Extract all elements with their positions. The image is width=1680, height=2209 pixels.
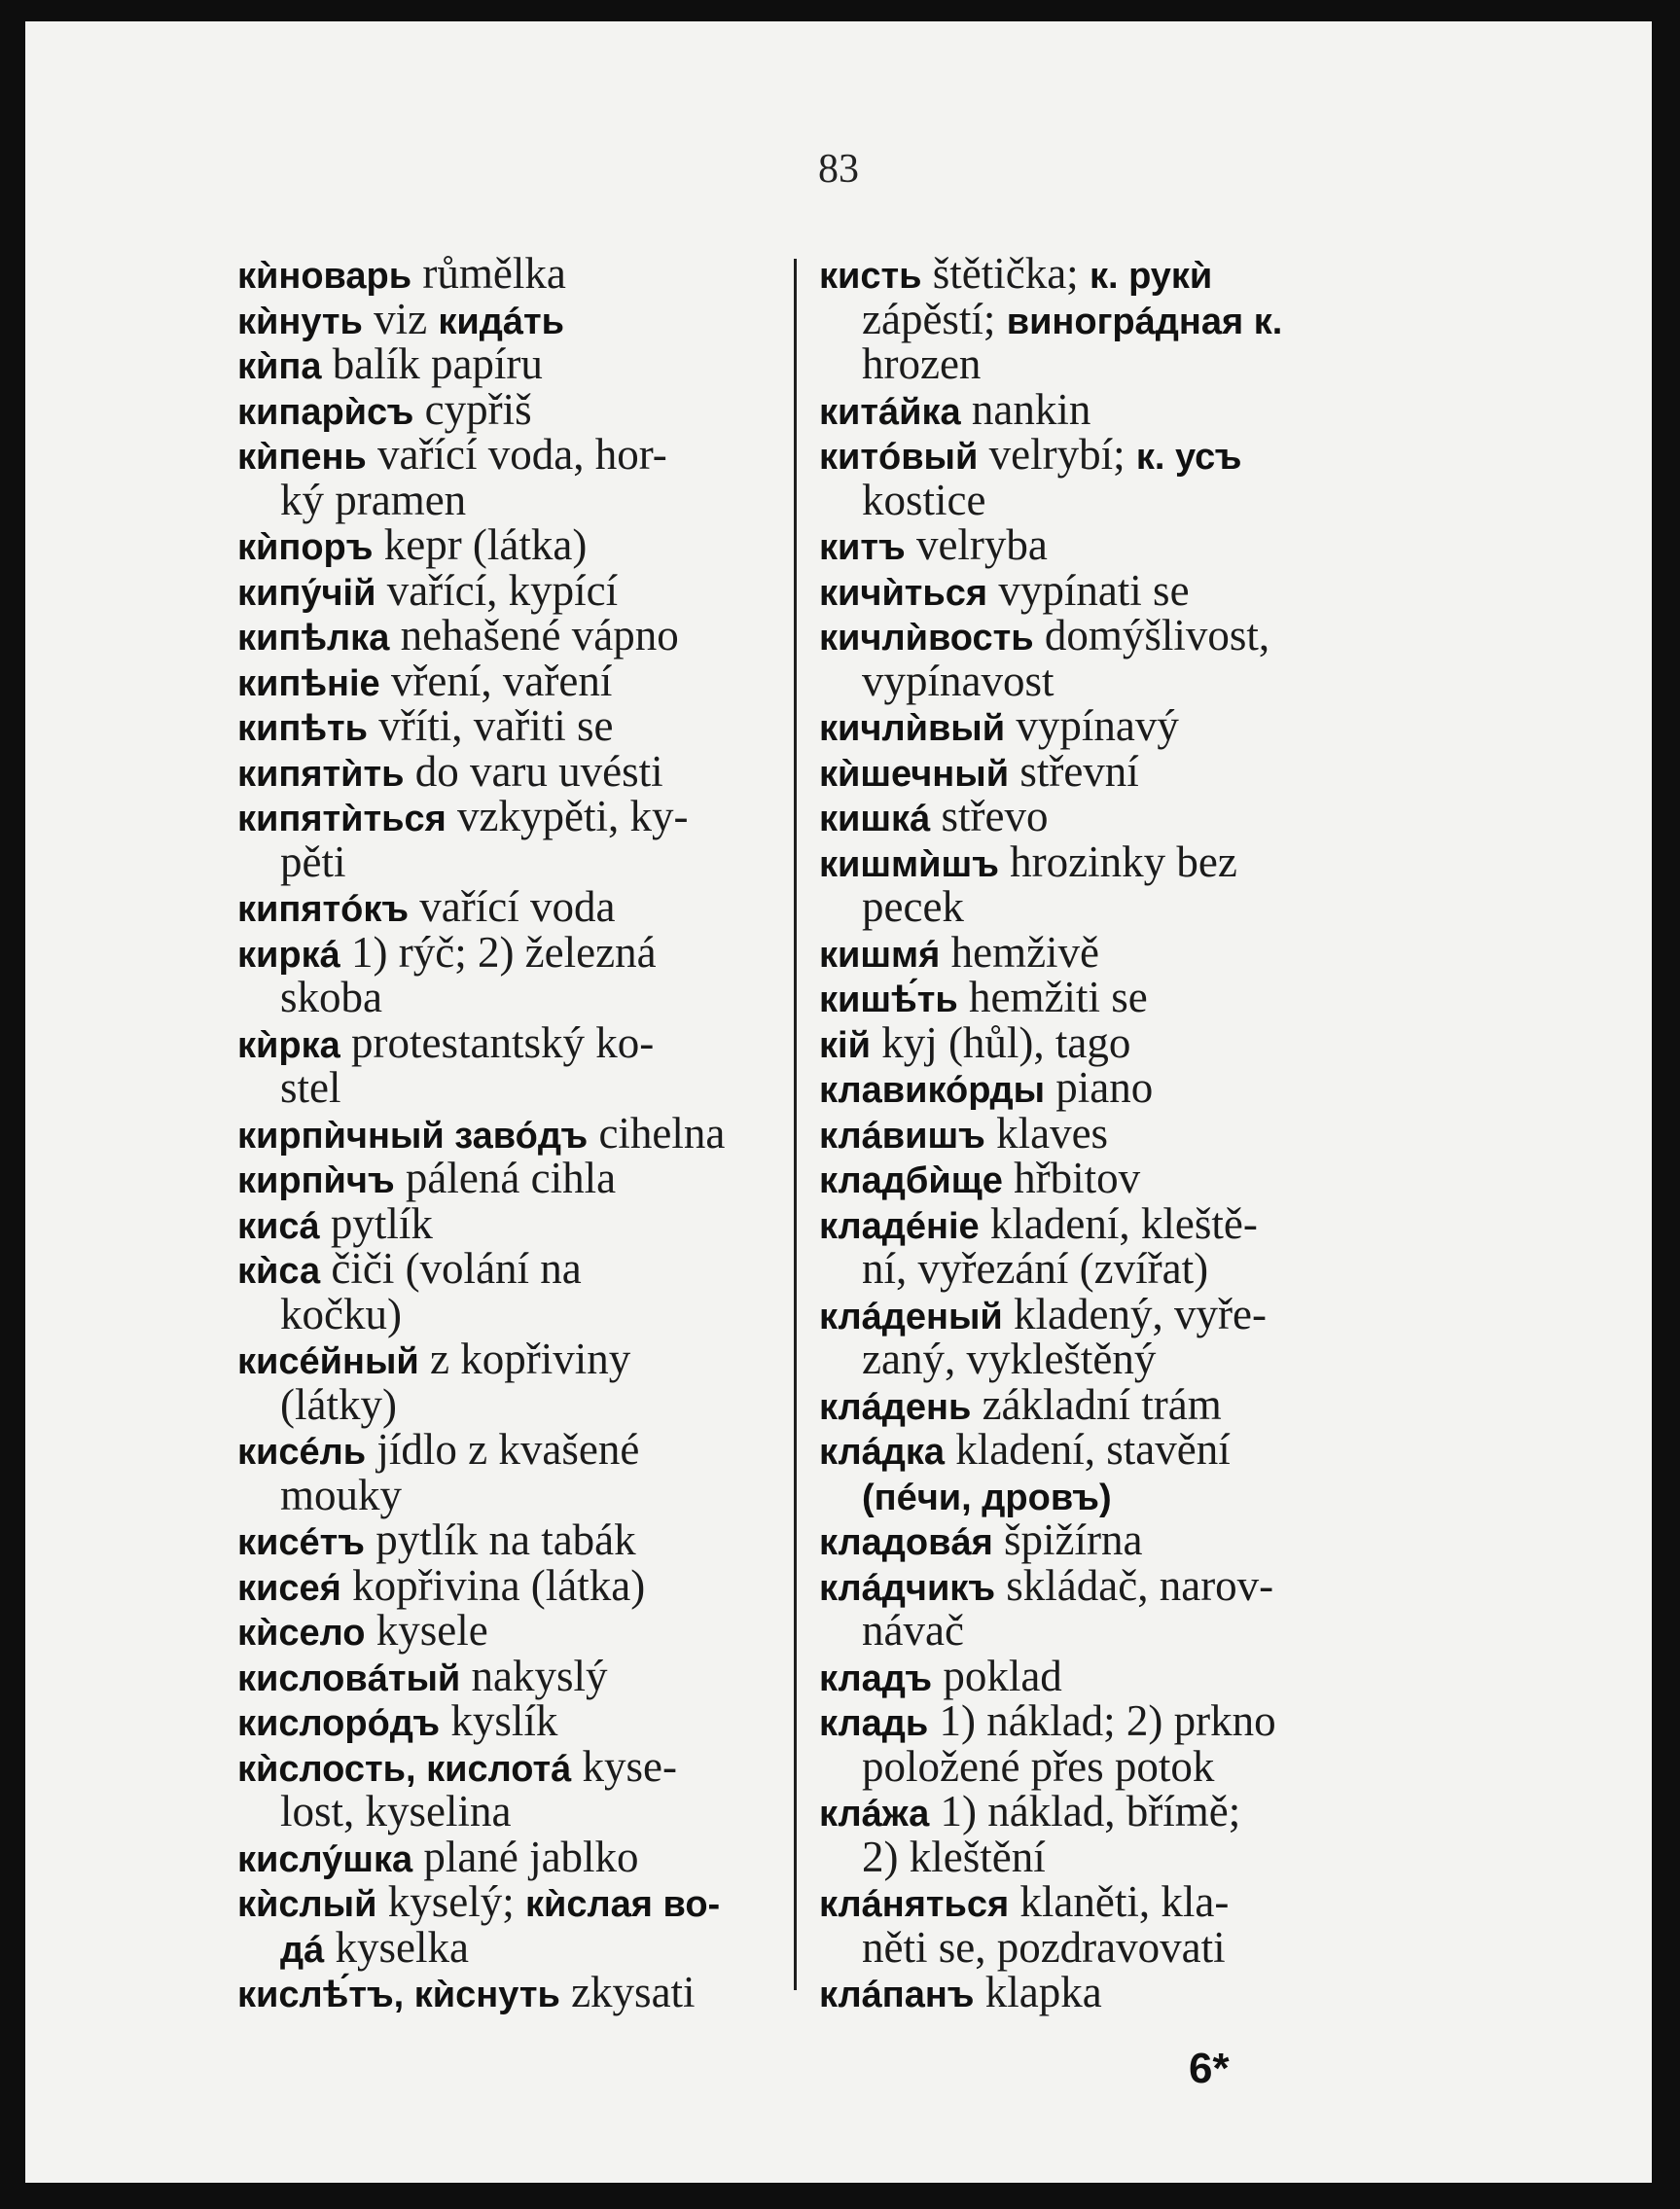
- entry-line: [819, 746, 1403, 796]
- entry-line: [819, 432, 1403, 478]
- entry-line: [819, 1473, 1403, 1518]
- headword: кипѣлка: [237, 618, 390, 659]
- entry-line: [819, 839, 1403, 885]
- headword: кислѣ́тъ, кѝснуть: [237, 1975, 560, 2015]
- entry-line: [819, 1879, 1403, 1925]
- translation: vření, vaření: [379, 656, 613, 705]
- translation: zaný, vykleštěný: [862, 1335, 1157, 1383]
- entry-line: [819, 475, 1403, 524]
- entry-line: [819, 1246, 1403, 1292]
- headword: кипятóкъ: [237, 889, 410, 930]
- translation: lost, kyselina: [280, 1787, 512, 1835]
- entry-line: [237, 884, 807, 930]
- translation: špižírna: [992, 1515, 1143, 1564]
- translation: hrozen: [862, 339, 982, 388]
- translation: střevo: [930, 792, 1049, 840]
- headword: кирпѝчъ: [237, 1160, 395, 1201]
- translation: vříti, vařiti se: [368, 701, 614, 750]
- translation: 2) kleštění: [862, 1832, 1046, 1881]
- headword: кѝнуть: [237, 301, 363, 342]
- headword: кислу́шка: [237, 1838, 413, 1880]
- headword: кипѣніе: [237, 662, 380, 704]
- translation: vařící voda, hor-: [366, 430, 667, 479]
- entry-line: [237, 1741, 807, 1791]
- entry-line: [237, 384, 807, 434]
- entry-line: [819, 1832, 1403, 1881]
- translation: pytlík na tabák: [364, 1515, 636, 1564]
- translation: mouky: [280, 1470, 403, 1519]
- translation: velrybí;: [978, 430, 1136, 479]
- headword: кипу́чій: [237, 572, 376, 614]
- translation: vypínavost: [862, 656, 1054, 705]
- translation: kladení, kleště-: [979, 1198, 1258, 1248]
- headword: кладь: [819, 1703, 929, 1744]
- headword: кичѝться: [819, 572, 988, 614]
- translation: velryba: [905, 520, 1048, 569]
- headword: кисá: [237, 1205, 320, 1247]
- entry-line: [819, 251, 1403, 297]
- translation: hemžiti se: [957, 973, 1148, 1021]
- translation: do varu uvésti: [404, 746, 663, 796]
- entry-line: [819, 1427, 1403, 1473]
- entry-line: [819, 1698, 1403, 1744]
- headword: кѝноварь: [237, 256, 412, 297]
- headword: кислоро́дъ: [237, 1703, 441, 1744]
- headword: кладéніе: [819, 1205, 980, 1247]
- signature-mark: 6*: [1189, 2045, 1230, 2092]
- translation: vypínati se: [987, 565, 1190, 615]
- headword: кишѣ́ть: [819, 980, 958, 1020]
- headword: кишкá: [819, 799, 931, 839]
- translation: nehašené vápno: [389, 611, 679, 659]
- entry-line: [819, 1741, 1403, 1791]
- headword: кичлѝвый: [819, 708, 1006, 749]
- headword: кисловáтый: [237, 1657, 461, 1699]
- entry-line: [819, 1065, 1403, 1111]
- entry-line: [237, 927, 807, 977]
- translation: vařící voda: [409, 882, 616, 931]
- entry-line: [237, 1698, 807, 1744]
- translation: kyslík: [440, 1696, 558, 1745]
- translation: hemživě: [940, 927, 1100, 977]
- headword: кисея́: [237, 1567, 341, 1609]
- entry-line: [237, 794, 807, 839]
- translation: něti se, pozdravovati: [862, 1922, 1226, 1972]
- translation: ký pramen: [280, 475, 467, 524]
- translation: skládač, narov-: [995, 1560, 1274, 1610]
- translation: pytlík: [319, 1198, 433, 1248]
- entry-line: [819, 1608, 1403, 1654]
- headword: кѝпень: [237, 437, 367, 478]
- entry-line: [237, 294, 807, 343]
- headword: кладовáя: [819, 1522, 993, 1563]
- headword: клáдень: [819, 1386, 972, 1428]
- entry-line: [237, 432, 807, 478]
- entry-line: [819, 1651, 1403, 1700]
- entry-line: [237, 1017, 807, 1067]
- headword: кисéйный: [237, 1341, 419, 1382]
- entry-line: [237, 975, 807, 1020]
- headword: кисéль: [237, 1432, 367, 1473]
- translation: vzkypěti, ky-: [446, 792, 689, 840]
- translation: kladený, vyře-: [1002, 1289, 1267, 1338]
- translation: kyse-: [571, 1741, 677, 1791]
- translation: návač: [862, 1606, 964, 1655]
- headword: кѝсело: [237, 1613, 366, 1654]
- entry-line: [819, 1517, 1403, 1563]
- translation: 1) rýč; 2) železná: [340, 927, 657, 977]
- translation: základní trám: [971, 1379, 1222, 1429]
- entry-line: [237, 1560, 807, 1610]
- headword: кѝшечный: [819, 753, 1010, 795]
- translation: jídlo z kvašené: [366, 1425, 640, 1474]
- headword: кипѣть: [237, 708, 369, 749]
- entry-line: [237, 1156, 807, 1201]
- headword: кѝпоръ: [237, 527, 374, 568]
- entry-line: [819, 1156, 1403, 1201]
- headword: кишмя́: [819, 934, 941, 976]
- entry-line: [237, 839, 807, 885]
- translation: (látky): [280, 1379, 397, 1429]
- headword: кладбѝще: [819, 1160, 1003, 1201]
- headword: кѝслость, кислотá: [237, 1748, 572, 1790]
- translation: štětička;: [921, 249, 1090, 298]
- entry-line: [819, 927, 1403, 977]
- headword: кипарѝсъ: [237, 391, 414, 433]
- headword: китóвый: [819, 437, 979, 478]
- translation: 1) náklad; 2) prkno: [928, 1696, 1276, 1745]
- translation: pálená cihla: [394, 1154, 617, 1202]
- headword: клáпанъ: [819, 1975, 975, 2015]
- column-divider: [794, 259, 797, 1990]
- entry-line: [819, 1198, 1403, 1248]
- sub-headword: кѝслая во-: [524, 1884, 721, 1925]
- entry-line: [237, 1108, 807, 1158]
- entry-line: [237, 656, 807, 705]
- translation: piano: [1045, 1063, 1154, 1112]
- entry-line: [237, 251, 807, 297]
- sub-headword: кидáть: [438, 301, 564, 342]
- headword: кій: [819, 1024, 871, 1066]
- translation: klaves: [984, 1108, 1109, 1158]
- entry-line: [237, 1879, 807, 1925]
- entry-line: [237, 1922, 807, 1972]
- entry-line: [819, 522, 1403, 568]
- right-column: [819, 251, 1403, 2015]
- headword: кѝрка: [237, 1024, 340, 1066]
- entry-line: [237, 1517, 807, 1563]
- headword: клáдка: [819, 1432, 946, 1473]
- entry-line: [819, 565, 1403, 615]
- entry-line: [237, 1289, 807, 1338]
- headword: кладъ: [819, 1657, 933, 1699]
- page-number: 83: [818, 147, 859, 192]
- entry-line: [819, 1970, 1403, 2015]
- headword: кисть: [819, 256, 922, 297]
- translation: pěti: [280, 837, 346, 886]
- translation: plané jablko: [412, 1832, 639, 1881]
- translation: položené přes potok: [862, 1741, 1215, 1791]
- sub-headword: к. рукѝ: [1089, 256, 1213, 297]
- translation: kyselka: [324, 1922, 469, 1972]
- translation: vařící, kypící: [375, 565, 619, 615]
- translation: 1) náklad, břímě;: [929, 1787, 1241, 1835]
- entry-line: [819, 656, 1403, 705]
- entry-line: [237, 1608, 807, 1654]
- entry-line: [819, 384, 1403, 434]
- entry-line: [819, 794, 1403, 839]
- sub-headword: виногрáдная к.: [1006, 301, 1283, 342]
- entry-line: [819, 613, 1403, 659]
- entry-line: [819, 1379, 1403, 1429]
- translation: kočku): [280, 1289, 402, 1338]
- translation: střevní: [1009, 746, 1139, 796]
- entry-line: [819, 1560, 1403, 1610]
- headword: кирпѝчный заво́дъ: [237, 1115, 589, 1157]
- entry-line: [237, 746, 807, 796]
- entry-line: [819, 294, 1403, 343]
- dictionary-page: [25, 21, 1652, 2183]
- entry-line: [237, 1198, 807, 1248]
- entry-line: [819, 341, 1403, 387]
- headword: (пéчи, дровъ): [862, 1477, 1112, 1518]
- entry-line: [237, 1427, 807, 1473]
- translation: růmělka: [411, 249, 566, 298]
- translation: stel: [280, 1063, 341, 1112]
- translation: cihelna: [588, 1108, 726, 1158]
- headword: кипятѝть: [237, 753, 405, 795]
- headword: кисéтъ: [237, 1522, 365, 1563]
- entry-line: [819, 1017, 1403, 1067]
- translation: zkysati: [559, 1968, 696, 2016]
- translation: protestantský ko-: [340, 1017, 655, 1067]
- entry-line: [819, 975, 1403, 1020]
- entry-line: [819, 1108, 1403, 1158]
- translation: pecek: [862, 882, 964, 931]
- entry-line: [237, 1379, 807, 1429]
- left-column: [237, 251, 807, 2015]
- translation: kysele: [365, 1606, 488, 1655]
- entry-line: [819, 1922, 1403, 1972]
- translation: z kopřiviny: [418, 1335, 631, 1383]
- headword: кѝса: [237, 1251, 321, 1292]
- headword: клáдчикъ: [819, 1567, 996, 1609]
- entry-line: [237, 613, 807, 659]
- entry-line: [237, 1336, 807, 1382]
- translation: zápěstí;: [862, 294, 1007, 343]
- translation: kostice: [862, 475, 986, 524]
- entry-line: [237, 475, 807, 524]
- headword: кичлѝвость: [819, 618, 1034, 659]
- headword: китáйка: [819, 391, 961, 433]
- translation: vypínavý: [1005, 701, 1179, 750]
- entry-line: [237, 1970, 807, 2015]
- entry-line: [819, 1289, 1403, 1338]
- entry-line: [237, 1789, 807, 1835]
- entry-line: [819, 1789, 1403, 1835]
- entry-line: [237, 341, 807, 387]
- translation: poklad: [932, 1651, 1062, 1700]
- entry-line: [819, 884, 1403, 930]
- translation: viz: [362, 294, 439, 343]
- headword: кѝслый: [237, 1884, 377, 1925]
- translation: hrozinky bez: [998, 837, 1237, 886]
- headword: кѝпа: [237, 346, 322, 387]
- headword: китъ: [819, 527, 906, 568]
- translation: skoba: [280, 973, 382, 1021]
- entry-line: [819, 1336, 1403, 1382]
- headword: клáняться: [819, 1884, 1010, 1925]
- translation: balík papíru: [321, 339, 543, 388]
- translation: kladení, stavění: [945, 1425, 1231, 1474]
- headword: клáденый: [819, 1296, 1003, 1337]
- translation: nakyslý: [460, 1651, 608, 1700]
- sub-headword: к. усъ: [1135, 437, 1242, 478]
- translation: kyselý;: [376, 1877, 525, 1926]
- translation: kyj (hůl), tago: [870, 1017, 1131, 1067]
- translation: kopřivina (látka): [340, 1560, 646, 1610]
- entry-line: [237, 1470, 807, 1519]
- headword: киркá: [237, 934, 340, 976]
- headword: клáжа: [819, 1794, 930, 1835]
- entry-line: [237, 1065, 807, 1111]
- headword: клáвишъ: [819, 1115, 985, 1157]
- translation: nankin: [960, 384, 1091, 434]
- entry-line: [237, 703, 807, 749]
- headword: дá: [280, 1929, 325, 1971]
- entry-line: [237, 565, 807, 615]
- headword: клавико́рды: [819, 1070, 1046, 1111]
- translation: kepr (látka): [373, 520, 588, 569]
- entry-line: [237, 1832, 807, 1881]
- translation: klapka: [974, 1968, 1102, 2016]
- entry-line: [819, 703, 1403, 749]
- entry-line: [237, 1651, 807, 1700]
- headword: кишмѝшъ: [819, 843, 999, 885]
- translation: cypřiš: [413, 384, 532, 434]
- entry-line: [237, 1246, 807, 1292]
- headword: кипятѝться: [237, 799, 447, 839]
- translation: ní, vyřezání (zvířat): [862, 1244, 1209, 1293]
- translation: hřbitov: [1002, 1154, 1141, 1202]
- translation: domýšlivost,: [1033, 611, 1270, 659]
- entry-line: [237, 522, 807, 568]
- translation: čiči (volání na: [320, 1244, 582, 1293]
- translation: klaněti, kla-: [1009, 1877, 1230, 1926]
